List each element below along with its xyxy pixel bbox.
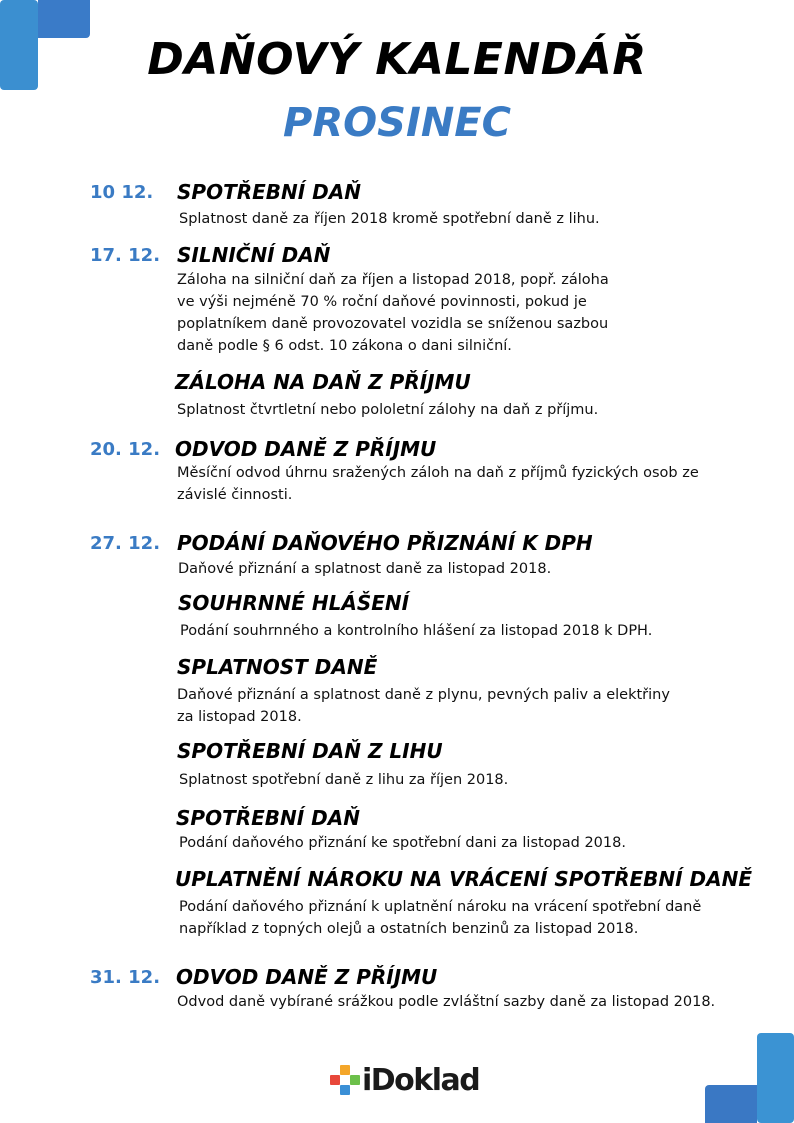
entry-description: Splatnost daně za říjen 2018 kromě spotřební daně z lihu. xyxy=(179,211,600,227)
entry-description: Daňové přiznání a splatnost daně za listopad 2018. xyxy=(178,561,552,577)
idoklad-logo xyxy=(330,1063,479,1097)
entry-description: Záloha na silniční daň za říjen a listopad 2018, popř. záloha ve výši nejméně 70 % roční daňové povinnosti, pokud je poplatníkem daně provozovatel vozidla se sníženou sazbou daně podle § 6 odst. 10 zákona o dani silniční. xyxy=(177,272,609,354)
idoklad-logo-text: iDoklad xyxy=(362,1062,480,1098)
entry-description: Splatnost čtvrtletní nebo pololetní zálohy na daň z příjmu. xyxy=(177,402,599,418)
entry-title: UPLATNĚNÍ NÁROKU NA VRÁCENÍ SPOTŘEBNÍ DANĚ xyxy=(175,867,753,891)
entry-description: Splatnost spotřební daně z lihu za říjen 2018. xyxy=(179,772,509,788)
entry-description: Podání souhrnného a kontrolního hlášení za listopad 2018 k DPH. xyxy=(180,623,653,639)
corner-decoration-bottom-right-tab xyxy=(705,1085,757,1123)
entry-title: ODVOD DANĚ Z PŘÍJMU xyxy=(175,437,437,461)
entry-date: 10 12. xyxy=(90,182,154,203)
entry-description: Odvod daně vybírané srážkou podle zvláštní sazby daně za listopad 2018. xyxy=(177,994,716,1010)
entry-title: ZÁLOHA NA DAŇ Z PŘÍJMU xyxy=(175,370,471,394)
entry-title: SPOTŘEBNÍ DAŇ xyxy=(177,180,361,204)
entry-date: 27. 12. xyxy=(90,533,161,554)
entry-date: 20. 12. xyxy=(90,439,161,460)
month-subtitle: PROSINEC xyxy=(283,100,511,146)
corner-decoration-bottom-right xyxy=(757,1033,794,1123)
corner-decoration-top-left-tab xyxy=(38,0,90,38)
entry-title: SPOTŘEBNÍ DAŇ xyxy=(176,806,360,830)
entry-title: SOUHRNNÉ HLÁŠENÍ xyxy=(178,591,410,615)
entry-title: SPLATNOST DANĚ xyxy=(177,655,378,679)
entry-description: Podání daňového přiznání ke spotřební dani za listopad 2018. xyxy=(179,835,626,851)
idoklad-logo-mark-icon xyxy=(330,1065,360,1095)
page-title: DAŇOVÝ KALENDÁŘ xyxy=(147,34,647,85)
entry-title: ODVOD DANĚ Z PŘÍJMU xyxy=(176,965,438,989)
entry-title: SILNIČNÍ DAŇ xyxy=(177,243,331,267)
entry-date: 31. 12. xyxy=(90,967,161,988)
entry-title: PODÁNÍ DAŇOVÉHO PŘIZNÁNÍ K DPH xyxy=(177,531,593,555)
entry-title: SPOTŘEBNÍ DAŇ Z LIHU xyxy=(177,739,443,763)
entry-description: Daňové přiznání a splatnost daně z plynu, pevných paliv a elektřiny za listopad 2018. xyxy=(177,687,670,725)
entry-description: Podání daňového přiznání k uplatnění nároku na vrácení spotřební daně například z topných olejů a ostatních benzinů za listopad 2018. xyxy=(179,899,702,937)
entry-date: 17. 12. xyxy=(90,245,161,266)
entry-description: Měsíční odvod úhrnu sražených záloh na daň z příjmů fyzických osob ze závislé činnosti. xyxy=(177,465,699,503)
